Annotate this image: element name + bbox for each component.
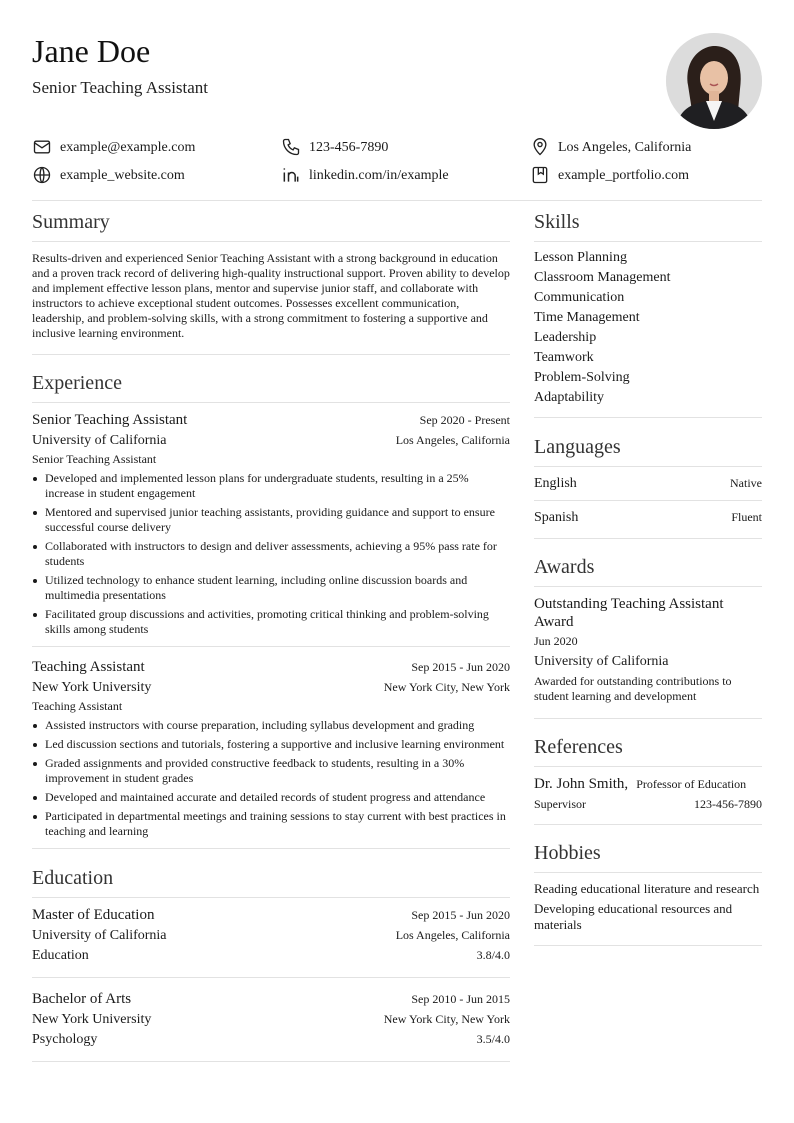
location-text: Los Angeles, California [558, 139, 692, 155]
job-organization: New York University [32, 680, 152, 695]
header-divider [32, 200, 762, 201]
profile-photo [666, 33, 762, 129]
school-location: Los Angeles, California [395, 928, 510, 942]
skills-list [534, 249, 762, 406]
job-location: New York City, New York [383, 680, 510, 694]
candidate-name: Jane Doe [32, 33, 151, 69]
hobbies-bottom-rule [534, 945, 762, 946]
school-location: New York City, New York [383, 1012, 510, 1026]
reference-name: Dr. John Smith, [534, 776, 629, 792]
job-bullet: Mentored and supervised junior teaching assistants, providing guidance and support to ensure successful course delivery [32, 505, 510, 535]
job-bullet: Utilized technology to enhance student learning, including online discussion boards and multimedia presentations [32, 573, 510, 603]
website-text: example_website.com [60, 167, 185, 183]
contact-email[interactable] [32, 137, 195, 157]
education-item [32, 990, 510, 1048]
education-bottom-rule [32, 1061, 510, 1062]
job-position: Senior Teaching Assistant [32, 412, 188, 428]
language-item [534, 475, 762, 492]
language-name: Spanish [534, 510, 579, 525]
languages-bottom-rule [534, 538, 762, 539]
education-item-divider [32, 977, 510, 978]
job-subtitle: Senior Teaching Assistant [32, 452, 157, 466]
school: University of California [32, 928, 167, 943]
education-heading: Education [32, 867, 114, 889]
education-item [32, 906, 510, 964]
skill-item: Time Management [534, 310, 640, 325]
job-location: Los Angeles, California [395, 433, 510, 447]
globe-icon [32, 165, 52, 185]
experience-item-divider [32, 646, 510, 647]
job-bullet: Graded assignments and provided constructive feedback to students, resulting in a 30% improvement in student grades [32, 756, 510, 786]
phone-text: 123-456-7890 [309, 139, 389, 155]
skill-item: Problem-Solving [534, 370, 630, 385]
education-dates: Sep 2015 - Jun 2020 [411, 908, 510, 922]
award-name: Outstanding Teaching Assistant Award [534, 596, 724, 630]
languages-rule [534, 466, 762, 467]
reference-phone: 123-456-7890 [694, 797, 762, 811]
contact-location [530, 137, 691, 157]
reference-relation: Supervisor [534, 797, 586, 811]
languages-heading: Languages [534, 436, 621, 458]
linkedin-text: linkedin.com/in/example [309, 167, 449, 183]
award-date: Jun 2020 [534, 634, 578, 648]
awards-rule [534, 586, 762, 587]
job-position: Teaching Assistant [32, 659, 145, 675]
references-heading: References [534, 736, 623, 758]
job-bullet: Developed and implemented lesson plans for undergraduate students, resulting in a 25% increase in student engagement [32, 471, 510, 501]
contact-phone[interactable] [281, 137, 388, 157]
contact-website[interactable] [32, 165, 185, 185]
contact-portfolio[interactable] [530, 165, 689, 185]
job-bullet: Facilitated group discussions and activities, promoting critical thinking and problem-solving skills among students [32, 607, 510, 637]
references-bottom-rule [534, 824, 762, 825]
summary-heading: Summary [32, 211, 110, 233]
degree: Master of Education [32, 907, 155, 923]
experience-bottom-rule [32, 848, 510, 849]
hobbies-heading: Hobbies [534, 842, 601, 864]
skills-bottom-rule [534, 417, 762, 418]
map-pin-icon [530, 137, 550, 157]
right-column [534, 210, 762, 946]
field-of-study: Psychology [32, 1032, 98, 1047]
summary-rule [32, 241, 510, 242]
left-column [32, 210, 510, 1062]
skills-rule [534, 241, 762, 242]
hobbies-rule [534, 872, 762, 873]
education-dates: Sep 2010 - Jun 2015 [411, 992, 510, 1006]
summary-bottom-rule [32, 354, 510, 355]
degree: Bachelor of Arts [32, 991, 132, 1007]
language-name: English [534, 476, 577, 491]
email-text: example@example.com [60, 139, 196, 155]
job-bullet: Collaborated with instructors to design and deliver assessments, achieving a 95% pass rate for students [32, 539, 510, 569]
job-bullet: Developed and maintained accurate and detailed records of student progress and attendance [32, 790, 510, 805]
candidate-title: Senior Teaching Assistant [32, 78, 209, 97]
language-divider [534, 500, 762, 501]
award-organization: University of California [534, 654, 669, 669]
hobby-item: Developing educational resources and materials [534, 901, 733, 932]
experience-item [32, 658, 510, 839]
skills-heading: Skills [534, 211, 580, 233]
job-dates: Sep 2020 - Present [419, 413, 510, 427]
mail-icon [32, 137, 52, 157]
hobby-item: Reading educational literature and research [534, 881, 760, 896]
job-dates: Sep 2015 - Jun 2020 [411, 660, 510, 674]
awards-heading: Awards [534, 556, 595, 578]
language-level: Native [730, 476, 762, 490]
job-bullet: Participated in departmental meetings and training sessions to stay current with best practices in teaching and learning [32, 809, 510, 839]
gpa: 3.8/4.0 [476, 948, 510, 962]
awards-bottom-rule [534, 718, 762, 719]
reference-position: Professor of Education [636, 777, 747, 791]
experience-rule [32, 402, 510, 403]
skill-item: Teamwork [534, 350, 594, 365]
skill-item: Classroom Management [534, 270, 671, 285]
summary-text: Results-driven and experienced Senior Teaching Assistant with a strong background in education and a proven track record of delivering high-quality instructional support. Proven ability to develop and implement effective lesson plans, mentor and supervise junior staff, and collaborate with instructors to achieve exceptional student outcomes. Possesses excellent communication, leadership, and problem-solving skills, with a strong commitment to fostering a supportive and inclusive learning environment. [32, 251, 510, 340]
linkedin-icon [281, 165, 301, 185]
job-bullet: Assisted instructors with course preparation, including syllabus development and grading [32, 718, 510, 733]
school: New York University [32, 1012, 152, 1027]
skill-item: Leadership [534, 330, 597, 345]
skill-item: Lesson Planning [534, 250, 627, 265]
contact-linkedin[interactable] [281, 165, 449, 185]
skill-item: Communication [534, 290, 625, 305]
job-subtitle: Teaching Assistant [32, 699, 123, 713]
reference-item [534, 775, 762, 793]
field-of-study: Education [32, 948, 89, 963]
language-item [534, 509, 762, 526]
gpa: 3.5/4.0 [476, 1032, 510, 1046]
job-organization: University of California [32, 433, 167, 448]
skill-item: Adaptability [534, 390, 604, 405]
award-description: Awarded for outstanding contributions to student learning and development [534, 674, 732, 703]
experience-heading: Experience [32, 372, 122, 394]
portfolio-text: example_portfolio.com [558, 167, 690, 183]
job-bullet: Led discussion sections and tutorials, fostering a supportive and inclusive learning environment [32, 737, 510, 752]
references-rule [534, 766, 762, 767]
bookmark-icon [530, 165, 550, 185]
experience-item [32, 411, 510, 637]
phone-icon [281, 137, 301, 157]
language-level: Fluent [731, 510, 762, 524]
education-rule [32, 897, 510, 898]
reference-details [534, 797, 762, 812]
